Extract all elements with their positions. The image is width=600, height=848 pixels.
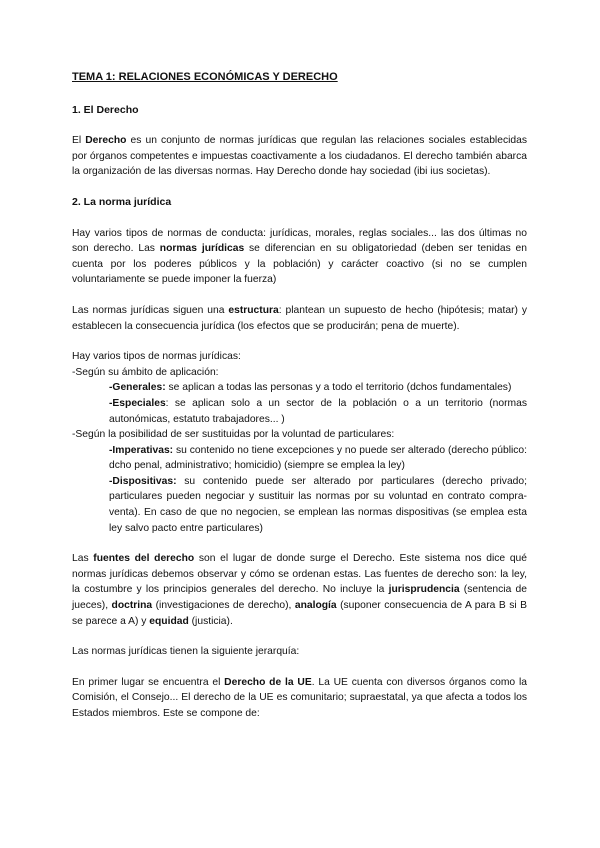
paragraph-definicion-derecho (72, 133, 527, 180)
text-run: son el lugar de donde surge el Derecho. Este sistema nos dice qué normas jurídicas debemos observar y cómo se ordenan estas. Las fuentes de derecho son: la ley, la costumbre y los principios generales del derecho. No incluye la (72, 553, 528, 596)
section-2-heading: 2. La norma jurídica (72, 195, 172, 208)
text-run: (investigaciones de derecho), (152, 600, 295, 612)
types-by-substitution: -Según la posibilidad de ser sustituidas por la voluntad de particulares: (72, 429, 395, 441)
type-especiales (109, 396, 527, 427)
text-run: En primer lugar se encuentra el (72, 676, 225, 688)
term-analogia: analogía (294, 600, 337, 612)
paragraph-derecho-ue (72, 675, 527, 722)
term-fuentes-derecho: fuentes del derecho (93, 553, 195, 565)
term-jurisprudencia: jurisprudencia (388, 584, 460, 596)
text-run: su contenido no tiene excepciones y no puede ser alterado (derecho público: dcho penal, administrativo; homicidio) (siempre se emplea la ley) (109, 444, 527, 472)
term-dispositivas: -Dispositivas: (109, 475, 177, 487)
text-run: Las normas jurídicas siguen una (72, 304, 229, 316)
text-run: su contenido puede ser alterado por particulares (derecho privado; particulares pueden negociar y sustituir las normas por su voluntad en contrato compra-venta). En caso de que no negocien, se emplean las normas dispositivas (se emplea esta ley salvo pacto entre particulares) (109, 475, 527, 534)
document-title: TEMA 1: RELACIONES ECONÓMICAS Y DERECHO (72, 71, 338, 83)
paragraph-tipos-normas-conducta (72, 226, 527, 288)
term-estructura: estructura (228, 304, 279, 316)
paragraph-fuentes-derecho (72, 551, 527, 629)
text-run: El (72, 135, 86, 147)
types-by-scope: -Según su ámbito de aplicación: (72, 366, 219, 378)
types-intro: Hay varios tipos de normas jurídicas: (72, 351, 241, 363)
text-run: : plantean un supuesto de hecho (hipótesis; matar) y establecen la consecuencia jurídica (los efectos que se producirán; pena de muerte). (72, 304, 527, 332)
text-run: . La UE cuenta con diversos órganos como la Comisión, el Consejo... El derecho de la UE es comunitario; supraestatal, ya que afecta a todos los Estados miembros. Este se compone de: (72, 676, 527, 719)
term-derecho: Derecho (85, 135, 127, 147)
term-doctrina: doctrina (111, 600, 153, 612)
text-run: Las (72, 553, 94, 565)
term-especiales: -Especiales (109, 397, 166, 409)
term-generales: -Generales: (109, 382, 166, 394)
text-run: es un conjunto de normas jurídicas que regulan las relaciones sociales establecidas por órganos competentes e impuestas coactivamente a los ciudadanos. El derecho también abarca la organización de las diversas normas. Hay Derecho donde hay sociedad (ibi ius societas). (72, 135, 527, 178)
term-imperativas: -Imperativas: (109, 444, 174, 456)
text-run: (suponer consecuencia de A para B si B se parece a A) y (72, 600, 527, 627)
section-1-heading: 1. El Derecho (72, 103, 139, 116)
types-list (72, 349, 527, 536)
text-run: : se aplican solo a un sector de la población o a un territorio (normas autonómicas, estatuto trabajadores... ) (109, 397, 527, 425)
text-run: se aplican a todas las personas y a todo el territorio (dchos fundamentales) (165, 382, 512, 394)
type-imperativas (109, 443, 527, 474)
term-normas-juridicas: normas jurídicas (159, 243, 245, 255)
text-run: se diferencian en su obligatoriedad (deben ser tenidas en cuenta por los poderes públicos y la población) y carácter coactivo (si no se cumplen voluntariamente se puede imponer la fuerza) (72, 243, 528, 286)
text-run: Hay varios tipos de normas de conducta: jurídicas, morales, reglas sociales... las dos últimas no son derecho. Las (72, 227, 527, 255)
document-content (72, 70, 527, 737)
text-run: (sentencia de jueces), (72, 584, 527, 612)
paragraph-jerarquia: Las normas jurídicas tienen la siguiente jerarquía: (72, 646, 300, 658)
term-derecho-ue: Derecho de la UE (224, 676, 312, 688)
type-generales (109, 380, 527, 396)
type-dispositivas (109, 474, 527, 536)
text-run: (justicia). (188, 615, 233, 627)
term-equidad: equidad (149, 615, 189, 627)
paragraph-estructura (72, 303, 527, 334)
